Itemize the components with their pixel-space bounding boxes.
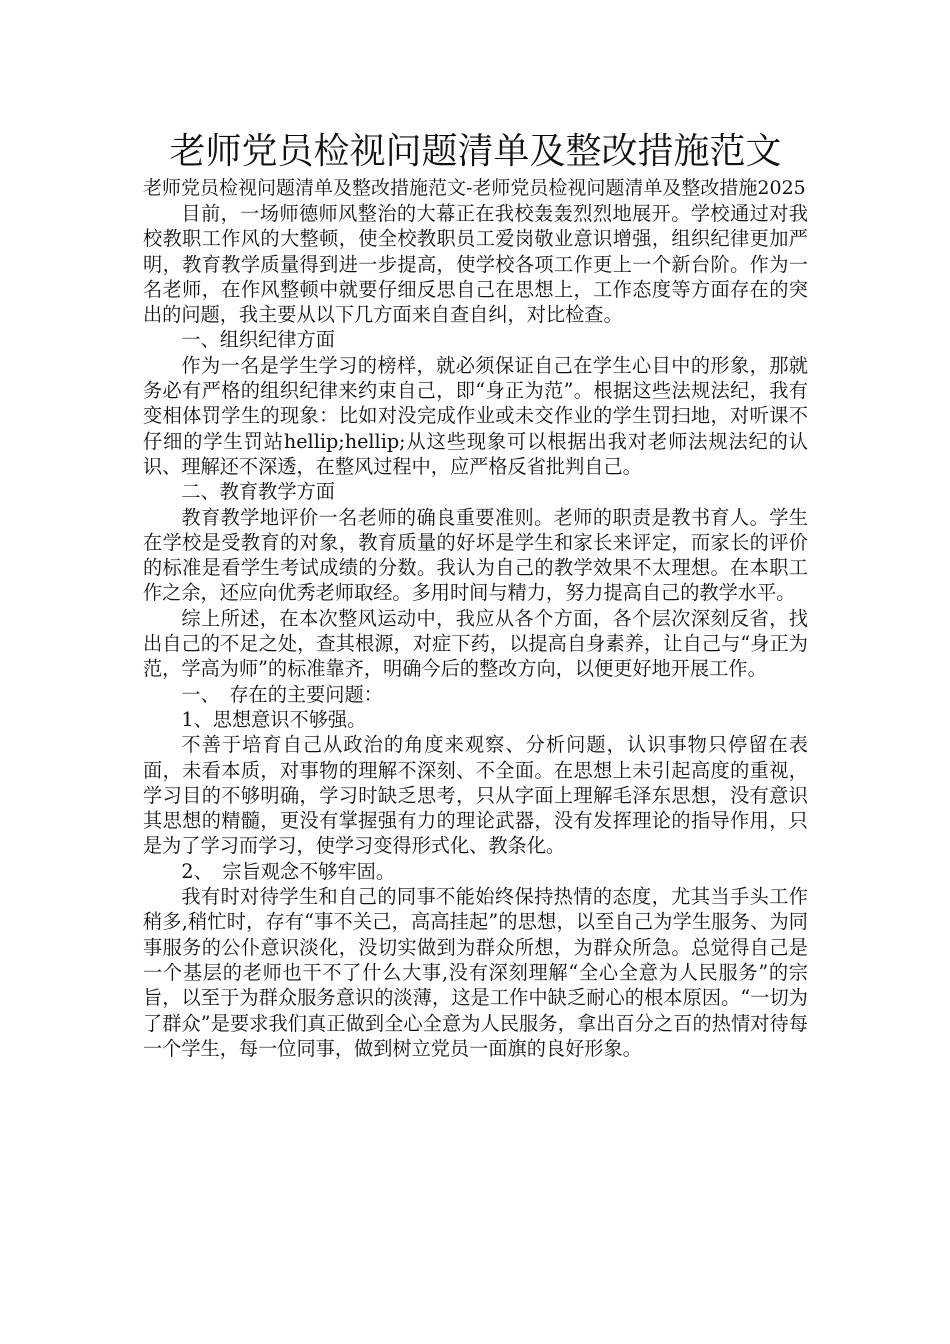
paragraph: 不善于培育自己从政治的角度来观察、分析问题，认识事物只停留在表面，未看本质，对事物的理解不深刻、不全面。在思想上未引起高度的重视，学习目的不够明确，学习时缺乏思考，只从字面上理解毛泽东思想，没有意识其思想的精髓，更没有掌握强有力的理论武器，没有发挥理论的指导作用，只是为了学习而学习，使学习变得形式化、教条化。: [143, 733, 808, 858]
document-body: [143, 201, 808, 1061]
paragraph: 作为一名是学生学习的榜样，就必须保证自己在学生心目中的形象，那就务必有严格的组织纪律来约束自己，即“身正为范”。根据这些法规法纪，我有变相体罚学生的现象：比如对没完成作业或未交作业的学生罚扫地，对听课不仔细的学生罚站hellip;hellip;从这些现象可以根据出我对老师法规法纪的认识、理解还不深透，在整风过程中，应严格反省批判自己。: [143, 353, 808, 478]
section-heading: 二、教育教学方面: [181, 480, 335, 504]
paragraph: 教育教学地评价一名老师的确良重要准则。老师的职责是教书育人。学生在学校是受教育的对象，教育质量的好坏是学生和家长来评定，而家长的评价的标准是看学生考试成绩的分数。我认为自己的教学效果不太理想。在本职工作之余，还应向优秀老师取经。多用时间与精力，努力提高自己的教学水平。: [143, 505, 808, 605]
paragraph: 综上所述，在本次整风运动中，我应从各个方面，各个层次深刻反省，找出自己的不足之处，查其根源，对症下药，以提高自身素养，让自己与“身正为范，学高为师”的标准靠齐，明确今后的整改方向，以便更好地开展工作。: [143, 606, 808, 681]
document-page: [143, 128, 808, 1061]
section-heading: 一、组织纪律方面: [181, 328, 335, 352]
document-subtitle: 老师党员检视问题清单及整改措施范文-老师党员检视问题清单及整改措施2025: [143, 177, 806, 199]
paragraph: 我有时对待学生和自己的同事不能始终保持热情的态度，尤其当手头工作稍多,稍忙时，存有“事不关己，高高挂起”的思想，以至自己为学生服务、为同事服务的公仆意识淡化，没切实做到为群众所想，为群众所急。总觉得自己是一个基层的老师也干不了什么大事,没有深刻理解“全心全意为人民服务”的宗旨，以至于为群众服务意识的淡薄，这是工作中缺乏耐心的根本原因。“一切为了群众”是要求我们真正做到全心全意为人民服务，拿出百分之百的热情对待每一个学生，每一位同事，做到树立党员一面旗的良好形象。: [143, 885, 808, 1060]
subsection-heading: 2、 宗旨观念不够牢固。: [181, 859, 396, 883]
paragraph: 目前，一场师德师风整治的大幕正在我校轰轰烈烈地展开。学校通过对我校教职工作风的大整顿，使全校教职员工爱岗敬业意识增强，组织纪律更加严明，教育教学质量得到进一步提高，使学校各项工作更上一个新台阶。作为一名老师，在作风整顿中就要仔细反思自己在思想上，工作态度等方面存在的突出的问题，我主要从以下几方面来自查自纠，对比检查。: [143, 202, 808, 327]
section-heading: 一、 存在的主要问题：: [181, 682, 383, 706]
document-title: 老师党员检视问题清单及整改措施范文: [169, 131, 782, 172]
subsection-heading: 1、思想意识不够强。: [181, 707, 367, 731]
